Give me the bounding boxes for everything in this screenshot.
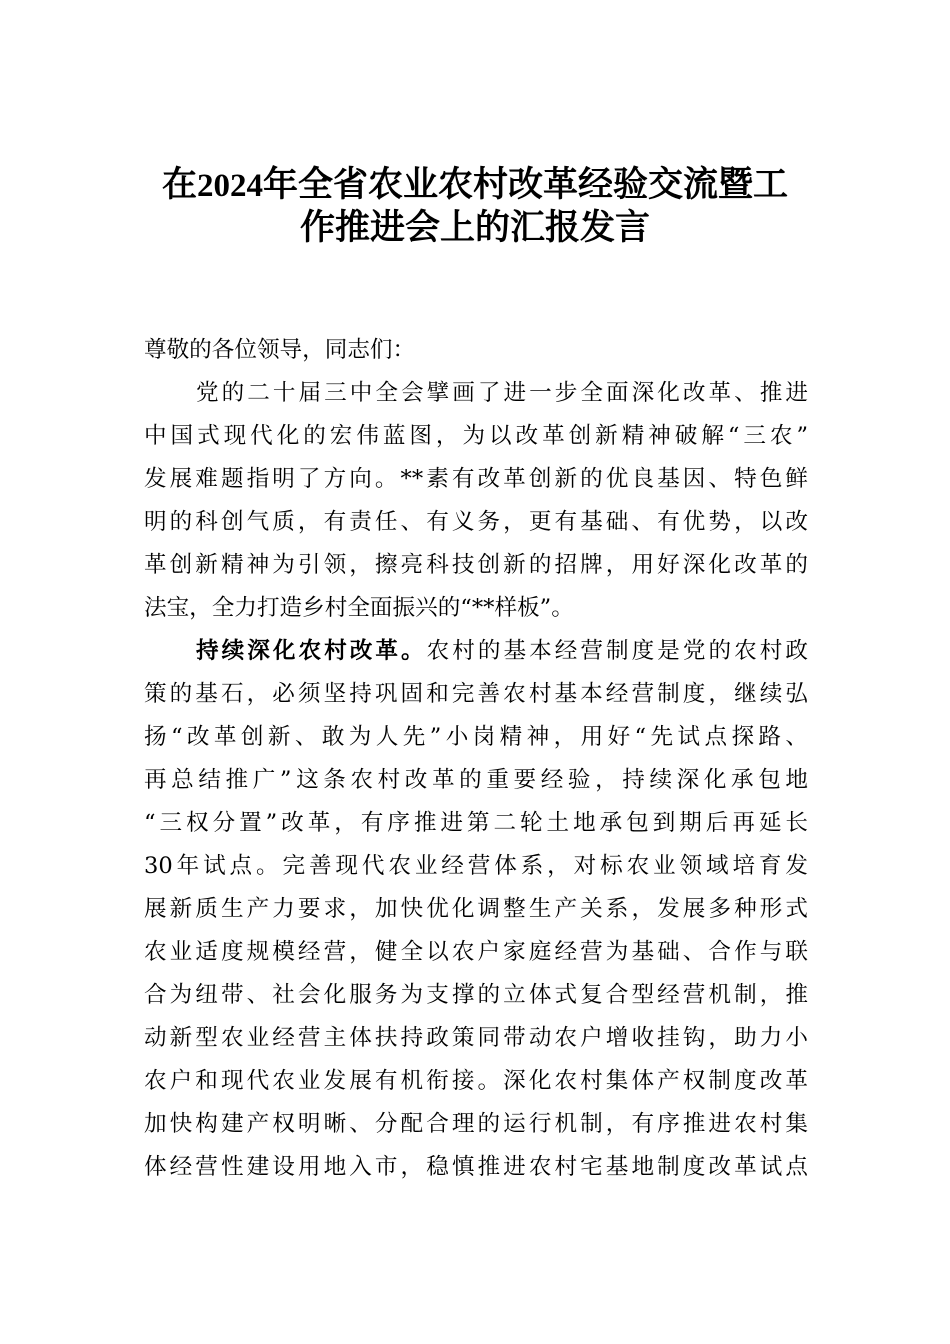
paragraph-1-line: 中国式现代化的宏伟蓝图，为以改革创新精神破解“三农” <box>144 423 808 449</box>
salutation: 尊敬的各位领导，同志们： <box>144 337 416 363</box>
paragraph-1-line: 发展难题指明了方向。**素有改革创新的优良基因、特色鲜 <box>144 466 808 492</box>
paragraph-2-heading: 持续深化农村改革。 <box>196 638 427 664</box>
paragraph-2-line: 动新型农业经营主体扶持政策同带动农户增收挂钩，助力小 <box>144 1025 808 1051</box>
title-prefix: 在 <box>161 164 197 205</box>
paragraph-2-first-line <box>196 631 808 671</box>
paragraph-2-line: 农户和现代农业发展有机衔接。深化农村集体产权制度改革 <box>144 1068 808 1094</box>
paragraph-2-line: 再总结推广”这条农村改革的重要经验，持续深化承包地 <box>144 767 808 793</box>
paragraph-1-line: 法宝，全力打造乡村全面振兴的“**样板”。 <box>144 595 574 621</box>
paragraph-2-line: 30年试点。完善现代农业经营体系，对标农业领域培育发 <box>144 853 808 879</box>
title-suffix: 年全省农业农村改革经验交流暨工 <box>263 164 789 205</box>
paragraph-2-line: 农业适度规模经营，健全以农户家庭经营为基础、合作与联 <box>144 939 808 965</box>
paragraph-1-line: 革创新精神为引领，擦亮科技创新的招牌，用好深化改革的 <box>144 552 808 578</box>
paragraph-1-line: 明的科创气质，有责任、有义务，更有基础、有优势，以改 <box>144 509 808 535</box>
paragraph-2-line: 扬“改革创新、敢为人先”小岗精神，用好“先试点探路、 <box>144 724 808 750</box>
paragraph-2-line: 体经营性建设用地入市，稳慎推进农村宅基地制度改革试点 <box>144 1154 808 1180</box>
title-year: 2024 <box>197 168 263 204</box>
paragraph-2-line: 展新质生产力要求，加快优化调整生产关系，发展多种形式 <box>144 896 808 922</box>
paragraph-2-line: “三权分置”改革，有序推进第二轮土地承包到期后再延长 <box>144 810 808 836</box>
paragraph-2-line: 策的基石，必须坚持巩固和完善农村基本经营制度，继续弘 <box>144 681 808 707</box>
paragraph-2-line: 合为纽带、社会化服务为支撑的立体式复合型经营机制，推 <box>144 982 808 1008</box>
paragraph-1-line: 党的二十届三中全会擘画了进一步全面深化改革、推进 <box>196 380 808 406</box>
paragraph-2-line: 加快构建产权明晰、分配合理的运行机制，有序推进农村集 <box>144 1111 808 1137</box>
document-title-line-2: 作推进会上的汇报发言 <box>299 207 650 248</box>
paragraph-2-first-line-text: 农村的基本经营制度是党的农村政 <box>426 638 809 664</box>
